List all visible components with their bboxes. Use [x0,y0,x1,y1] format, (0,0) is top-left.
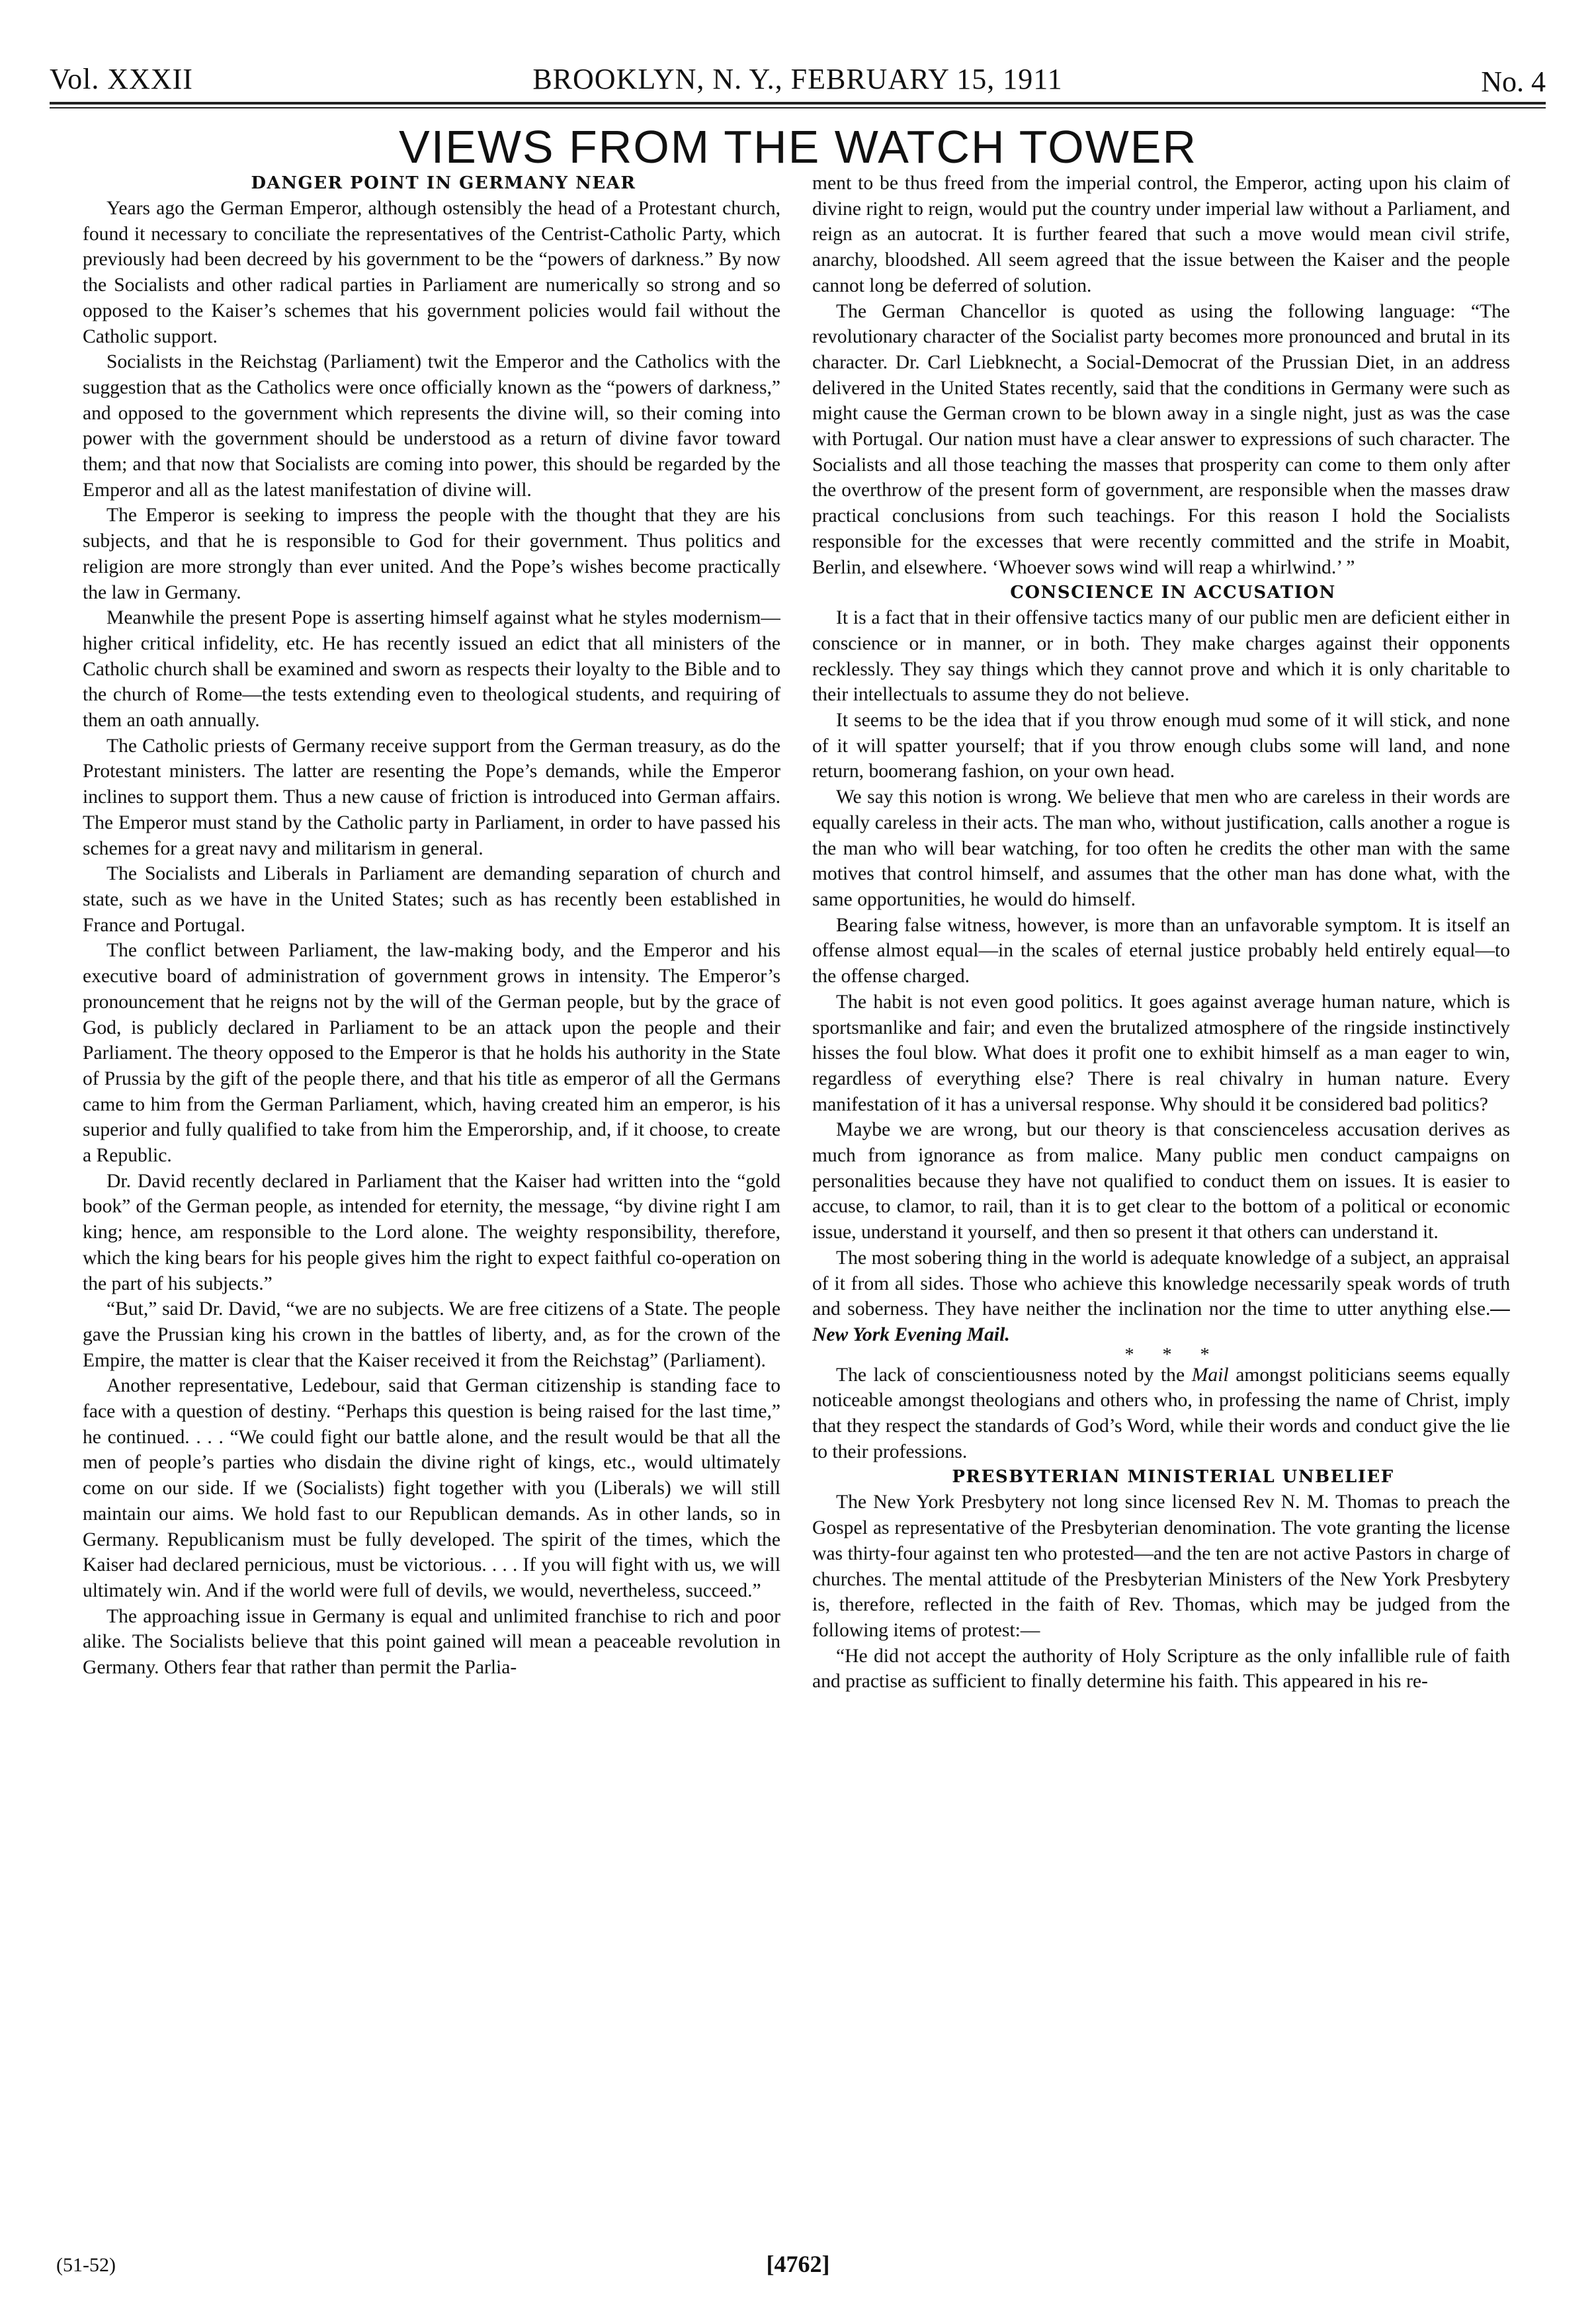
paragraph: It seems to be the idea that if you throw enough mud some of it will stick, and none of it will spatter yourself; that if you throw enough clubs some will land, and none return, boomerang fashion, on your own head. [812,710,1510,782]
paragraph: “He did not accept the authority of Holy Scripture as the only infallible rule of faith and practise as sufficient to finally determine his faith. This appeared in his re- [812,1645,1510,1693]
paragraph: The approaching issue in Germany is equal and unlimited franchise to rich and poor alike. The Socialists believe that this point gained will mean a peaceable revolution in Germany. Others fear that rather than permit the Parlia- [83,1605,780,1679]
source-attribution: —New York Evening Mail. [812,1298,1510,1345]
page-number: [4762] [766,2251,830,2277]
paragraph: “But,” said Dr. David, “we are no subjects. We are free citizens of a State. The people gave the Prussian king his crown in the battles of liberty, and, as for the crown of the Empire, the matter is clear that the Kaiser received it from the Reichstag” (Parliament). [83,1298,780,1371]
paragraph: The Catholic priests of Germany receive support from the German treasury, as do the Protestant ministers. The latter are resenting the Pope’s demands, while the Emperor inclines to support them. Thus a new cause of friction is introduced into German affairs. The Emperor must stand by the Catholic party in Parliament, in order to have passed his schemes for a great navy and militarism in general. [83,735,780,859]
paragraph-text: The most sobering thing in the world is adequate knowledge of a subject, an appraisal of it from all sides. Those who achieve this knowledge necessarily speak words of truth and soberness. They have neither the inclination nor the time to utter anything else. [812,1247,1510,1320]
section-heading-danger-point: DANGER POINT IN GERMANY NEAR [251,173,636,193]
section-heading-conscience: CONSCIENCE IN ACCUSATION [1010,583,1336,603]
volume-label: Vol. XXXII [50,63,193,95]
paragraph: The Socialists and Liberals in Parliament are demanding separation of church and state, such as we have in the United States; such as has recently been established in France and Portugal. [83,863,780,936]
page-title: VIEWS FROM THE WATCH TOWER [399,121,1197,173]
footer-code: (51-52) [56,2254,116,2276]
paragraph: We say this notion is wrong. We believe that men who are careless in their words are equally careless in their acts. The man who, without justification, calls another a rogue is the man who will bear watching, for too often he credits the other man with the same motives that control himself, and assumes that the other man has done what, with the same opportunities, he would do himself. [812,786,1510,910]
right-column [812,171,1510,2241]
left-column [83,171,780,2241]
paragraph: Dr. David recently declared in Parliament that the Kaiser had written into the “gold book” of the German people, as intended for eternity, the message, “by divine right I am king; hence, am responsible to the Lord alone. The weighty responsibility, therefore, which the king bears for his people gives him the right to expect faithful co-operation on the part of his subjects.” [83,1170,780,1294]
paragraph: The habit is not even good politics. It goes against average human nature, which is sportsmanlike and fair; and even the brutalized atmosphere of the ringside instinctively hisses the foul blow. What does it profit one to exhibit himself as a man eager to win, regardless of everything else? There is real chivalry in human nature. Every manifestation of it has a universal response. Why should it be considered bad politics? [812,991,1510,1115]
paragraph-text: The lack of conscientiousness noted by the [836,1364,1192,1386]
paragraph [812,1245,1510,1348]
paragraph: It is a fact that in their offensive tactics many of our public men are deficient either in conscience or in manner, or in both. They make charges against their opponents recklessly. They say things which they cannot prove and which it is only charitable to their intellectuals to assume they do not believe. [812,607,1510,706]
paragraph: Socialists in the Reichstag (Parliament) twit the Emperor and the Catholics with the suggestion that as the Catholics were once officially known as the “powers of darkness,” and opposed to the government which represents the divine will, so their coming into power with the government should be understood as a return of divine favor toward them; and that now that Socialists are coming into power, this should be regarded by the Emperor and all as the latest manifestation of divine will. [83,351,780,501]
paragraph: The German Chancellor is quoted as using the following language: “The revolutionary character of the Socialist party becomes more pronounced and brutal in its character. Dr. Carl Liebknecht, a Social-Democrat of the Prussian Diet, in an address delivered in the United States recently, said that the conditions in Germany were such as might cause the German crown to be blown away in a single night, just as was the case with Portugal. Our nation must have a clear answer to expressions of such character. The Socialists and all those teaching the masses that prosperity can come to them only after the overthrow of the present form of government, are responsible when the masses draw practical conclusions from such teachings. For this reason I hold the Socialists responsible for the excesses that were recently committed and the strife in Moabit, Berlin, and elsewhere. ‘Whoever sows wind will reap a whirlwind.’ ” [812,300,1510,578]
masthead-rule-thin [50,107,1546,108]
paragraph: The conflict between Parliament, the law-making body, and the Emperor and his executive board of administration of government grows in intensity. The Emperor’s pronouncement that he reigns not by the will of the German people, but by the grace of God, is publicly declared in Parliament to be an attack upon the people and their Parliament. The theory opposed to the Emperor is that he holds his authority in the State of Prussia by the gift of the people there, and that his title as emperor of all the Germans came to him from the German Parliament, which, having created him an emperor, is his superior and fully qualified to take from him the Emperorship, and, if it choose, to create a Republic. [83,940,780,1167]
paragraph: The Emperor is seeking to impress the people with the thought that they are his subjects, and that he is responsible to God for their government. Thus politics and religion are more strongly than ever united. And the Pope’s wishes become practically the law in Germany. [83,505,780,603]
italic-mail: Mail [1191,1364,1229,1386]
paragraph [812,1363,1510,1465]
section-divider-stars: * * * [1124,1344,1222,1365]
paragraph: Bearing false witness, however, is more than an unfavorable symptom. It is itself an offense almost equal—in the scales of eternal justice probably held entirely equal—to the offense charged. [812,914,1510,987]
paragraph: The New York Presbytery not long since licensed Rev N. M. Thomas to preach the Gospel as representative of the Presbyterian denomination. The vote granting the license was thirty-four against ten who protested—and the ten are not active Pastors in charge of churches. The mental attitude of the Presbyterian Ministers of the New York Presbytery is, therefore, reflected in the faith of Rev. Thomas, which may be judged from the following items of protest:— [812,1491,1510,1641]
paragraph: Maybe we are wrong, but our theory is that conscienceless accusation derives as much from ignorance as from malice. Many public men conduct campaigns on personalities because they have not qualified to conduct them on issues. It is easier to accuse, to clamor, to rail, than it is to get clear to the bottom of a political or economic issue, understand it yourself, and then so present it that others can understand it. [812,1119,1510,1243]
paragraph: Meanwhile the present Pope is asserting himself against what he styles modernism—higher critical infidelity, etc. He has recently issued an edict that all ministers of the Catholic church shall be examined and sworn as respects their loyalty to the Bible and to the church of Rome—the tests extending even to theological students, and requiring of them an oath annually. [83,607,780,732]
masthead [50,58,1546,106]
continued-paragraph: ment to be thus freed from the imperial control, the Emperor, acting upon his claim of divine right to reign, would put the country under imperial law without a Parliament, and reign as an autocrat. It is further feared that such a move would mean civil strife, anarchy, bloodshed. All seem agreed that the issue between the Kaiser and the people cannot long be deferred of solution. [812,173,1510,296]
paragraph-text: amongst politicians seems equally noticeable amongst theologians and others who, in professing the name of Christ, imply that they respect the standards of God’s Word, while their words and conduct give the lie to their professions. [812,1364,1510,1462]
issue-number: No. 4 [1481,65,1546,98]
dateline: BROOKLYN, N. Y., FEBRUARY 15, 1911 [532,63,1063,95]
paragraph: Years ago the German Emperor, although ostensibly the head of a Protestant church, found it necessary to conciliate the representatives of the Centrist-Catholic Party, which previously had been decreed by his government to be the “powers of darkness.” By now the Socialists and other radical parties in Parliament are numerically so strong and so opposed to the Kaiser’s schemes that his government policies would fail without the Catholic support. [83,198,780,347]
paragraph: Another representative, Ledebour, said that German citizenship is standing face to face with a question of destiny. “Perhaps this question is being raised for the last time,” he continued. . . . “We could fight our battle alone, and the result would be that all the men of people’s parties who disdain the divine right of kings, etc., would ultimately come on our side. If we (Socialists) fight together with you (Liberals) we will still maintain our aims. We hold fast to our Republican demands. As in other lands, so in Germany. Republicanism must be fully developed. The spirit of the times, which the Kaiser had declared pernicious, must be victorious. . . . If you will fight with us, we will ultimately win. And if the world were full of devils, we would, nevertheless, succeed.” [83,1375,780,1601]
masthead-rule [50,102,1546,105]
section-heading-presbyterian: PRESBYTERIAN MINISTERIAL UNBELIEF [952,1467,1394,1488]
